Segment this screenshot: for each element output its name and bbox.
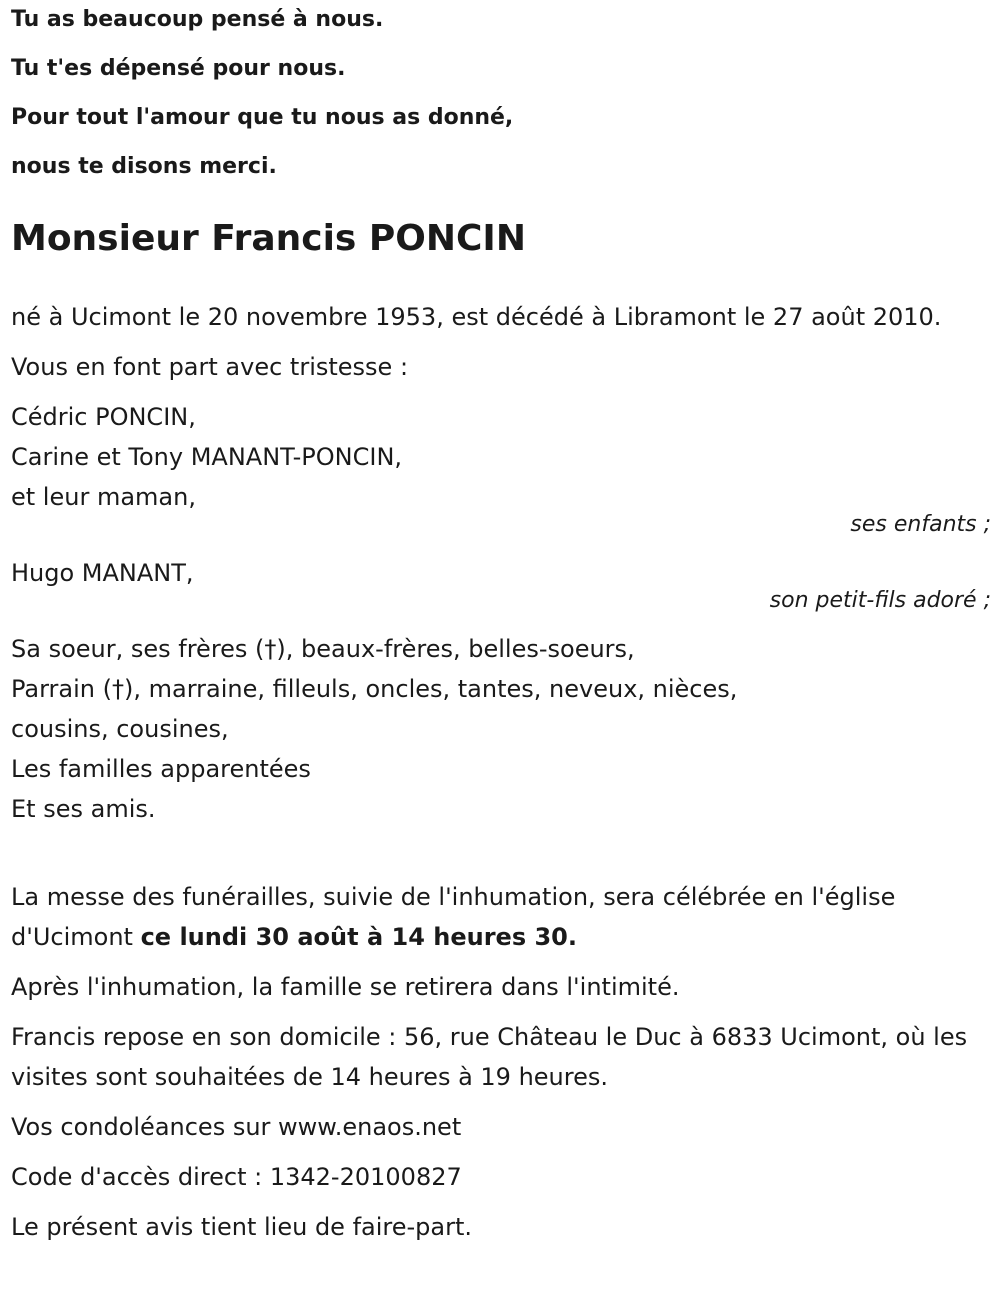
poem-line: Tu t'es dépensé pour nous. <box>11 56 346 81</box>
poem <box>11 8 991 179</box>
notice-text: Le présent avis tient lieu de faire-part. <box>11 1213 473 1241</box>
poem-line: Pour tout l'amour que tu nous as donné, <box>11 105 514 130</box>
funeral-date: ce lundi 30 août à 14 heures 30. <box>140 923 577 951</box>
family-group <box>11 629 991 829</box>
family-line: Les familles apparentées <box>11 755 311 783</box>
family-line: Parrain (†), marraine, filleuls, oncles, tantes, neveux, nièces, <box>11 675 738 703</box>
funeral-text: La messe des funérailles, suivie de l'inhumation, sera célébrée en l'église d'Ucimont <box>11 883 896 951</box>
poem-line: nous te disons merci. <box>11 154 277 179</box>
grandchild-line: Hugo MANANT, <box>11 559 194 587</box>
funeral-details <box>11 877 991 957</box>
child-line: Carine et Tony MANANT-PONCIN, <box>11 443 403 471</box>
condolences-text: Vos condoléances sur www.enaos.net <box>11 1113 462 1141</box>
family-line: Et ses amis. <box>11 795 156 823</box>
family-line: cousins, cousines, <box>11 715 229 743</box>
intro-text: Vous en font part avec tristesse : <box>11 353 409 381</box>
children-relation: ses enfants ; <box>850 512 991 537</box>
access-code-text: Code d'accès direct : 1342-20100827 <box>11 1163 462 1191</box>
after-burial-text: Après l'inhumation, la famille se retirera dans l'intimité. <box>11 973 680 1001</box>
grandchild-relation: son petit-fils adoré ; <box>769 588 991 613</box>
child-line: et leur maman, <box>11 483 196 511</box>
deceased-name: Monsieur Francis PONCIN <box>11 218 526 259</box>
poem-line: Tu as beaucoup pensé à nous. <box>11 7 384 32</box>
birth-death-statement: né à Ucimont le 20 novembre 1953, est décédé à Libramont le 27 août 2010. <box>11 303 942 331</box>
grandchild-group <box>11 553 991 593</box>
family-line: Sa soeur, ses frères (†), beaux-frères, belles-soeurs, <box>11 635 635 663</box>
children-group <box>11 397 991 517</box>
child-line: Cédric PONCIN, <box>11 403 196 431</box>
obituary-notice <box>11 0 991 1247</box>
visitation-text: Francis repose en son domicile : 56, rue Château le Duc à 6833 Ucimont, où les visites sont souhaitées de 14 heures à 19 heures. <box>11 1023 968 1091</box>
